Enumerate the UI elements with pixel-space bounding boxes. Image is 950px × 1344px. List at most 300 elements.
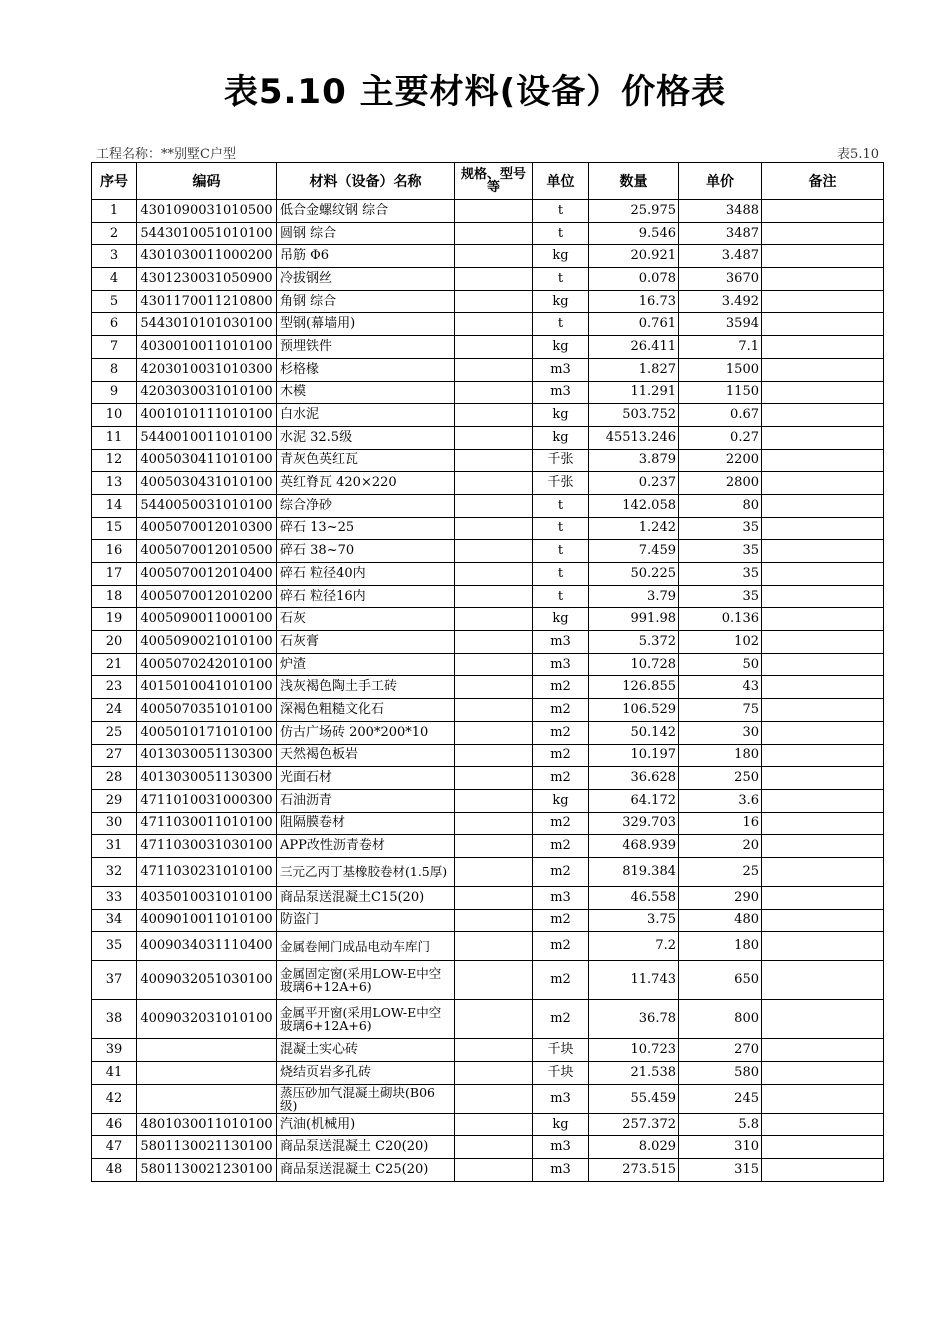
- table-row: [92, 404, 884, 427]
- cell-price: 2200: [679, 449, 762, 472]
- table-row: [92, 932, 884, 961]
- table-row: [92, 290, 884, 313]
- cell-code: 4001010111010100: [137, 404, 277, 427]
- cell-seq: 47: [92, 1136, 137, 1159]
- cell-spec: [455, 608, 533, 631]
- table-row: [92, 381, 884, 404]
- cell-spec: [455, 767, 533, 790]
- cell-name: 碎石 粒径40内: [277, 563, 455, 586]
- cell-unit: m3: [533, 381, 589, 404]
- cell-price: 315: [679, 1159, 762, 1182]
- cell-name: 白水泥: [277, 404, 455, 427]
- cell-price: 800: [679, 1000, 762, 1039]
- cell-unit: t: [533, 222, 589, 245]
- cell-remark: [762, 1084, 884, 1113]
- cell-code: 4009010011010100: [137, 909, 277, 932]
- cell-qty: 9.546: [589, 222, 679, 245]
- table-row: [92, 449, 884, 472]
- cell-remark: [762, 653, 884, 676]
- cell-qty: 1.242: [589, 517, 679, 540]
- cell-name: 金属卷闸门成品电动车库门: [277, 932, 455, 961]
- cell-price: 0.136: [679, 608, 762, 631]
- cell-price: 650: [679, 961, 762, 1000]
- cell-code: 4009032031010100: [137, 1000, 277, 1039]
- cell-qty: 0.078: [589, 268, 679, 291]
- table-row: [92, 494, 884, 517]
- cell-seq: 6: [92, 313, 137, 336]
- cell-name: 阻隔膜卷材: [277, 812, 455, 835]
- cell-code: 4005070012010300: [137, 517, 277, 540]
- cell-remark: [762, 886, 884, 909]
- table-row: [92, 313, 884, 336]
- cell-name: 杉格椽: [277, 358, 455, 381]
- cell-code: 4035010031010100: [137, 886, 277, 909]
- header-spec: 规格、型号等: [455, 163, 533, 200]
- cell-qty: 106.529: [589, 699, 679, 722]
- cell-unit: m2: [533, 676, 589, 699]
- cell-unit: m3: [533, 1136, 589, 1159]
- cell-price: 16: [679, 812, 762, 835]
- table-row: [92, 1113, 884, 1136]
- cell-price: 75: [679, 699, 762, 722]
- cell-name: 商品泵送混凝土C15(20): [277, 886, 455, 909]
- cell-name: 蒸压砂加气混凝土砌块(B06级): [277, 1084, 455, 1113]
- cell-unit: m3: [533, 1084, 589, 1113]
- table-row: [92, 358, 884, 381]
- cell-code: 5443010101030100: [137, 313, 277, 336]
- cell-spec: [455, 812, 533, 835]
- cell-price: 270: [679, 1039, 762, 1062]
- cell-remark: [762, 909, 884, 932]
- cell-spec: [455, 699, 533, 722]
- cell-seq: 15: [92, 517, 137, 540]
- cell-spec: [455, 426, 533, 449]
- cell-unit: m3: [533, 886, 589, 909]
- cell-name: 金属平开窗(采用LOW-E中空玻璃6+12A+6): [277, 1000, 455, 1039]
- cell-qty: 468.939: [589, 835, 679, 858]
- cell-qty: 55.459: [589, 1084, 679, 1113]
- cell-remark: [762, 1159, 884, 1182]
- table-row: [92, 812, 884, 835]
- cell-name: 冷拔钢丝: [277, 268, 455, 291]
- cell-seq: 4: [92, 268, 137, 291]
- cell-spec: [455, 721, 533, 744]
- cell-seq: 27: [92, 744, 137, 767]
- cell-code: 4005090021010100: [137, 631, 277, 654]
- cell-unit: m2: [533, 699, 589, 722]
- cell-code: 4005070351010100: [137, 699, 277, 722]
- price-table: [91, 162, 884, 1182]
- table-row: [92, 1159, 884, 1182]
- cell-spec: [455, 200, 533, 223]
- cell-remark: [762, 200, 884, 223]
- table-row: [92, 1084, 884, 1113]
- cell-remark: [762, 835, 884, 858]
- table-row: [92, 767, 884, 790]
- cell-spec: [455, 886, 533, 909]
- cell-seq: 23: [92, 676, 137, 699]
- table-row: [92, 961, 884, 1000]
- cell-seq: 46: [92, 1113, 137, 1136]
- cell-spec: [455, 222, 533, 245]
- table-row: [92, 222, 884, 245]
- cell-code: 5801130021230100: [137, 1159, 277, 1182]
- table-row: [92, 608, 884, 631]
- cell-unit: 千块: [533, 1062, 589, 1085]
- cell-spec: [455, 381, 533, 404]
- cell-qty: 1.827: [589, 358, 679, 381]
- cell-code: 5440050031010100: [137, 494, 277, 517]
- cell-name: 型钢(幕墙用): [277, 313, 455, 336]
- cell-price: 0.67: [679, 404, 762, 427]
- cell-price: 290: [679, 886, 762, 909]
- cell-spec: [455, 1000, 533, 1039]
- cell-name: 商品泵送混凝土 C25(20): [277, 1159, 455, 1182]
- cell-code: 4005010171010100: [137, 721, 277, 744]
- cell-unit: 千块: [533, 1039, 589, 1062]
- cell-name: 混凝土实心砖: [277, 1039, 455, 1062]
- cell-seq: 48: [92, 1159, 137, 1182]
- cell-seq: 9: [92, 381, 137, 404]
- cell-name: 光面石材: [277, 767, 455, 790]
- cell-spec: [455, 449, 533, 472]
- table-row: [92, 268, 884, 291]
- cell-qty: 20.921: [589, 245, 679, 268]
- cell-unit: m2: [533, 961, 589, 1000]
- cell-seq: 39: [92, 1039, 137, 1062]
- cell-code: 4203030031010100: [137, 381, 277, 404]
- cell-code: 4005030411010100: [137, 449, 277, 472]
- cell-unit: kg: [533, 336, 589, 359]
- cell-price: 7.1: [679, 336, 762, 359]
- cell-price: 5.8: [679, 1113, 762, 1136]
- cell-seq: 11: [92, 426, 137, 449]
- table-number: 表5.10: [837, 147, 879, 162]
- cell-qty: 503.752: [589, 404, 679, 427]
- cell-unit: m2: [533, 1000, 589, 1039]
- cell-qty: 45513.246: [589, 426, 679, 449]
- cell-seq: 3: [92, 245, 137, 268]
- cell-qty: 10.197: [589, 744, 679, 767]
- cell-price: 2800: [679, 472, 762, 495]
- cell-seq: 34: [92, 909, 137, 932]
- cell-qty: 25.975: [589, 200, 679, 223]
- table-header-row: [92, 163, 884, 200]
- table-row: [92, 563, 884, 586]
- cell-qty: 126.855: [589, 676, 679, 699]
- cell-remark: [762, 789, 884, 812]
- cell-remark: [762, 585, 884, 608]
- cell-remark: [762, 631, 884, 654]
- cell-remark: [762, 472, 884, 495]
- table-row: [92, 472, 884, 495]
- cell-name: 碎石 38~70: [277, 540, 455, 563]
- cell-remark: [762, 222, 884, 245]
- cell-seq: 41: [92, 1062, 137, 1085]
- cell-unit: m2: [533, 835, 589, 858]
- cell-qty: 11.291: [589, 381, 679, 404]
- cell-price: 310: [679, 1136, 762, 1159]
- cell-remark: [762, 767, 884, 790]
- cell-seq: 13: [92, 472, 137, 495]
- cell-spec: [455, 540, 533, 563]
- cell-code: 4005030431010100: [137, 472, 277, 495]
- cell-code: 4009034031110400: [137, 932, 277, 961]
- cell-price: 35: [679, 517, 762, 540]
- table-row: [92, 245, 884, 268]
- cell-price: 25: [679, 857, 762, 886]
- cell-code: 4711030231010100: [137, 857, 277, 886]
- table-row: [92, 1039, 884, 1062]
- cell-unit: 千张: [533, 472, 589, 495]
- cell-price: 30: [679, 721, 762, 744]
- cell-seq: 1: [92, 200, 137, 223]
- cell-price: 35: [679, 540, 762, 563]
- cell-remark: [762, 290, 884, 313]
- cell-remark: [762, 494, 884, 517]
- cell-price: 3.6: [679, 789, 762, 812]
- cell-remark: [762, 449, 884, 472]
- cell-unit: t: [533, 268, 589, 291]
- cell-seq: 7: [92, 336, 137, 359]
- cell-name: 深褐色粗糙文化石: [277, 699, 455, 722]
- cell-unit: t: [533, 200, 589, 223]
- cell-code: 4711010031000300: [137, 789, 277, 812]
- cell-remark: [762, 540, 884, 563]
- cell-price: 580: [679, 1062, 762, 1085]
- header-remark: 备注: [762, 163, 884, 200]
- page-title: 表5.10 主要材料(设备）价格表: [223, 72, 727, 112]
- cell-code: 4005070012010400: [137, 563, 277, 586]
- cell-code: 4711030031030100: [137, 835, 277, 858]
- cell-qty: 3.879: [589, 449, 679, 472]
- cell-spec: [455, 358, 533, 381]
- cell-qty: 7.459: [589, 540, 679, 563]
- cell-spec: [455, 268, 533, 291]
- cell-seq: 20: [92, 631, 137, 654]
- cell-seq: 2: [92, 222, 137, 245]
- cell-remark: [762, 1136, 884, 1159]
- cell-remark: [762, 961, 884, 1000]
- cell-seq: 21: [92, 653, 137, 676]
- cell-price: 50: [679, 653, 762, 676]
- cell-seq: 25: [92, 721, 137, 744]
- cell-spec: [455, 857, 533, 886]
- cell-name: 石灰: [277, 608, 455, 631]
- cell-spec: [455, 653, 533, 676]
- cell-remark: [762, 381, 884, 404]
- cell-unit: t: [533, 494, 589, 517]
- cell-code: 4005070012010500: [137, 540, 277, 563]
- cell-seq: 5: [92, 290, 137, 313]
- cell-remark: [762, 1113, 884, 1136]
- cell-spec: [455, 631, 533, 654]
- cell-name: 仿古广场砖 200*200*10: [277, 721, 455, 744]
- cell-price: 102: [679, 631, 762, 654]
- cell-qty: 273.515: [589, 1159, 679, 1182]
- cell-remark: [762, 358, 884, 381]
- table-row: [92, 857, 884, 886]
- table-row: [92, 676, 884, 699]
- cell-remark: [762, 563, 884, 586]
- cell-seq: 31: [92, 835, 137, 858]
- table-row: [92, 336, 884, 359]
- cell-name: 角钢 综合: [277, 290, 455, 313]
- cell-name: 天然褐色板岩: [277, 744, 455, 767]
- project-name: 工程名称：**别墅C户型: [96, 147, 236, 162]
- cell-code: 4301030011000200: [137, 245, 277, 268]
- cell-qty: 64.172: [589, 789, 679, 812]
- cell-code: 4203010031010300: [137, 358, 277, 381]
- cell-code: 4005090011000100: [137, 608, 277, 631]
- cell-remark: [762, 336, 884, 359]
- cell-code: 4301230031050900: [137, 268, 277, 291]
- cell-unit: t: [533, 540, 589, 563]
- cell-name: 三元乙丙丁基橡胶卷材(1.5厚): [277, 857, 455, 886]
- header-qty: 数量: [589, 163, 679, 200]
- cell-remark: [762, 426, 884, 449]
- cell-qty: 0.237: [589, 472, 679, 495]
- cell-remark: [762, 245, 884, 268]
- cell-name: 石油沥青: [277, 789, 455, 812]
- cell-spec: [455, 245, 533, 268]
- cell-spec: [455, 744, 533, 767]
- cell-seq: 30: [92, 812, 137, 835]
- cell-seq: 18: [92, 585, 137, 608]
- cell-unit: t: [533, 517, 589, 540]
- cell-code: 4301170011210800: [137, 290, 277, 313]
- cell-remark: [762, 404, 884, 427]
- cell-qty: 36.78: [589, 1000, 679, 1039]
- header-seq: 序号: [92, 163, 137, 200]
- cell-qty: 142.058: [589, 494, 679, 517]
- cell-price: 245: [679, 1084, 762, 1113]
- cell-code: 5801130021130100: [137, 1136, 277, 1159]
- cell-remark: [762, 857, 884, 886]
- cell-seq: 37: [92, 961, 137, 1000]
- cell-unit: m2: [533, 857, 589, 886]
- cell-unit: kg: [533, 290, 589, 313]
- cell-seq: 14: [92, 494, 137, 517]
- cell-seq: 8: [92, 358, 137, 381]
- cell-unit: m3: [533, 653, 589, 676]
- table-row: [92, 517, 884, 540]
- table-row: [92, 699, 884, 722]
- cell-qty: 50.142: [589, 721, 679, 744]
- cell-spec: [455, 290, 533, 313]
- cell-qty: 46.558: [589, 886, 679, 909]
- cell-unit: m2: [533, 721, 589, 744]
- cell-code: 4009032051030100: [137, 961, 277, 1000]
- cell-spec: [455, 313, 533, 336]
- header-name: 材料（设备）名称: [277, 163, 455, 200]
- cell-price: 3487: [679, 222, 762, 245]
- table-row: [92, 886, 884, 909]
- cell-code: 4301090031010500: [137, 200, 277, 223]
- cell-unit: kg: [533, 404, 589, 427]
- cell-qty: 329.703: [589, 812, 679, 835]
- cell-code: 4030010011010100: [137, 336, 277, 359]
- cell-name: 木模: [277, 381, 455, 404]
- cell-name: 烧结页岩多孔砖: [277, 1062, 455, 1085]
- cell-spec: [455, 494, 533, 517]
- cell-seq: 24: [92, 699, 137, 722]
- cell-remark: [762, 268, 884, 291]
- table-row: [92, 909, 884, 932]
- cell-code: 5440010011010100: [137, 426, 277, 449]
- cell-code: [137, 1039, 277, 1062]
- cell-name: 预埋铁件: [277, 336, 455, 359]
- cell-qty: 7.2: [589, 932, 679, 961]
- cell-code: [137, 1084, 277, 1113]
- cell-spec: [455, 1084, 533, 1113]
- cell-seq: 29: [92, 789, 137, 812]
- cell-name: 商品泵送混凝土 C20(20): [277, 1136, 455, 1159]
- cell-qty: 3.75: [589, 909, 679, 932]
- cell-seq: 10: [92, 404, 137, 427]
- cell-seq: 32: [92, 857, 137, 886]
- cell-spec: [455, 1113, 533, 1136]
- cell-qty: 16.73: [589, 290, 679, 313]
- cell-unit: m2: [533, 744, 589, 767]
- cell-name: 金属固定窗(采用LOW-E中空玻璃6+12A+6): [277, 961, 455, 1000]
- cell-unit: m2: [533, 909, 589, 932]
- cell-qty: 819.384: [589, 857, 679, 886]
- cell-name: 水泥 32.5级: [277, 426, 455, 449]
- cell-code: 4801030011010100: [137, 1113, 277, 1136]
- cell-name: 圆钢 综合: [277, 222, 455, 245]
- cell-price: 80: [679, 494, 762, 517]
- table-row: [92, 540, 884, 563]
- cell-spec: [455, 1062, 533, 1085]
- table-row: [92, 835, 884, 858]
- cell-remark: [762, 313, 884, 336]
- cell-spec: [455, 961, 533, 1000]
- cell-unit: kg: [533, 789, 589, 812]
- cell-spec: [455, 1039, 533, 1062]
- cell-price: 250: [679, 767, 762, 790]
- cell-spec: [455, 563, 533, 586]
- header-price: 单价: [679, 163, 762, 200]
- cell-qty: 10.728: [589, 653, 679, 676]
- cell-price: 180: [679, 932, 762, 961]
- cell-qty: 10.723: [589, 1039, 679, 1062]
- cell-price: 35: [679, 563, 762, 586]
- cell-code: 4015010041010100: [137, 676, 277, 699]
- cell-price: 3594: [679, 313, 762, 336]
- cell-unit: kg: [533, 426, 589, 449]
- cell-seq: 28: [92, 767, 137, 790]
- cell-code: 4005070012010200: [137, 585, 277, 608]
- cell-code: 4711030011010100: [137, 812, 277, 835]
- table-row: [92, 200, 884, 223]
- cell-name: 碎石 粒径16内: [277, 585, 455, 608]
- cell-seq: 42: [92, 1084, 137, 1113]
- cell-unit: m3: [533, 1159, 589, 1182]
- cell-name: 青灰色英红瓦: [277, 449, 455, 472]
- header-unit: 单位: [533, 163, 589, 200]
- cell-remark: [762, 812, 884, 835]
- table-row: [92, 1062, 884, 1085]
- header-code: 编码: [137, 163, 277, 200]
- table-row: [92, 585, 884, 608]
- cell-qty: 8.029: [589, 1136, 679, 1159]
- cell-qty: 991.98: [589, 608, 679, 631]
- cell-name: 防盗门: [277, 909, 455, 932]
- cell-unit: m3: [533, 358, 589, 381]
- cell-spec: [455, 676, 533, 699]
- cell-spec: [455, 404, 533, 427]
